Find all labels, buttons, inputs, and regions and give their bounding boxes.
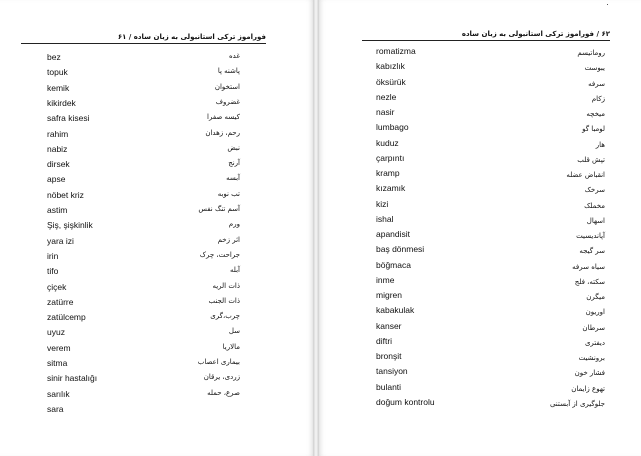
right-entry-row <box>376 351 605 367</box>
left-persian-translation: سل <box>228 327 240 336</box>
left-header-rule <box>21 43 266 44</box>
right-turkish-term: nasir <box>376 107 395 117</box>
right-entry-row <box>376 168 605 184</box>
right-persian-translation: فشار خون <box>574 369 605 378</box>
right-persian-translation: جلوگیری از آبستنی <box>549 399 605 408</box>
left-persian-translation: آبله <box>230 266 240 275</box>
right-entry-row <box>376 290 605 306</box>
left-entry-row <box>47 174 240 190</box>
right-turkish-term: diftri <box>376 335 393 346</box>
left-persian-translation: آسم تنگ نفس <box>198 205 240 213</box>
left-entry-row <box>47 67 240 83</box>
left-turkish-term: Şiş, şişkinlik <box>47 220 93 231</box>
right-persian-translation: روماتیسم <box>577 49 605 57</box>
right-entry-row <box>376 61 605 77</box>
right-turkish-term: öksürük <box>376 76 406 87</box>
left-persian-translation: بیماری اعصاب <box>197 358 240 366</box>
right-turkish-term: tansiyon <box>376 366 408 377</box>
right-persian-translation: سکته، فلج <box>574 277 605 286</box>
left-entry-row <box>47 373 240 389</box>
right-entry-row <box>376 305 605 321</box>
left-entry-row <box>47 113 240 129</box>
right-turkish-term: böğmaca <box>376 259 411 270</box>
left-entry-row <box>47 297 240 313</box>
right-persian-translation: اوریون <box>585 308 605 317</box>
right-entry-row <box>376 122 605 138</box>
right-turkish-term: kabakulak <box>376 305 415 316</box>
right-page-header: ۶۲ / فوراموز ترکی استانبولی به زبان ساده <box>461 30 610 38</box>
right-persian-translation: میگرن <box>586 293 605 301</box>
left-entry-row <box>47 358 240 374</box>
left-persian-translation: کیسه صفرا <box>207 113 240 122</box>
right-turkish-term: çarpıntı <box>376 152 405 163</box>
left-persian-translation: ذات الجنب <box>208 296 240 305</box>
left-turkish-term: irin <box>47 250 59 261</box>
right-turkish-term: kabızlık <box>376 61 405 72</box>
left-turkish-term: sara <box>47 403 64 414</box>
right-persian-translation: هار <box>595 140 605 149</box>
right-persian-translation: اسهال <box>586 216 605 225</box>
right-persian-translation: انقباض عضله <box>566 171 605 179</box>
right-entry-row <box>376 199 605 215</box>
left-entry-row <box>47 83 240 99</box>
left-turkish-term: astim <box>47 205 68 215</box>
right-persian-translation: سرخک <box>584 186 605 195</box>
left-page-header: فوراموز ترکی استانبولی به زبان ساده / ۶۱ <box>117 33 266 41</box>
right-turkish-term: bronşit <box>376 351 402 361</box>
right-persian-translation: برونشیت <box>578 354 605 362</box>
right-entry-row <box>376 107 605 123</box>
right-persian-translation: زکام <box>591 94 605 103</box>
right-turkish-term: baş dönmesi <box>376 244 425 255</box>
right-persian-translation: میخچه <box>586 110 605 118</box>
right-turkish-term: lumbago <box>376 122 409 133</box>
right-entry-row <box>376 336 605 352</box>
left-persian-translation: استخوان <box>214 82 240 91</box>
left-turkish-term: safra kisesi <box>47 113 90 124</box>
book-gutter <box>313 0 319 456</box>
left-persian-translation: تب نوبه <box>217 189 240 198</box>
left-turkish-term: tifo <box>47 266 59 277</box>
left-turkish-term: yara izi <box>47 235 74 246</box>
left-turkish-term: verem <box>47 342 71 353</box>
left-turkish-term: rahim <box>47 128 69 139</box>
right-entry-row <box>376 382 605 398</box>
left-entry-row <box>47 220 240 236</box>
right-entry-row <box>376 153 605 169</box>
left-persian-translation: نبض <box>227 143 240 152</box>
right-persian-translation: تپش قلب <box>577 155 605 164</box>
left-turkish-term: bez <box>47 52 61 62</box>
right-turkish-term: romatizma <box>376 46 416 56</box>
right-persian-translation: آپاندیسیت <box>576 232 605 240</box>
right-turkish-term: migren <box>376 290 402 300</box>
right-turkish-term: kramp <box>376 168 400 178</box>
right-persian-translation: سر گیجه <box>579 247 605 256</box>
right-turkish-term: nezle <box>376 91 397 102</box>
left-entry-row <box>47 205 240 221</box>
left-persian-translation: صرع، حمله <box>207 388 240 397</box>
left-entry-row <box>47 52 240 68</box>
right-entry-row <box>376 138 605 154</box>
left-turkish-term: zatülcemp <box>47 312 86 323</box>
right-persian-translation: لومبا گو <box>582 125 605 134</box>
right-entry-row <box>376 321 605 337</box>
right-persian-translation: یبوست <box>584 64 605 73</box>
right-entry-row <box>376 397 605 413</box>
left-turkish-term: sitma <box>47 358 68 368</box>
right-entry-row <box>376 366 605 382</box>
left-persian-translation: آرنج <box>228 159 240 168</box>
right-entry-row <box>376 229 605 245</box>
right-persian-translation: سرطان <box>582 323 605 332</box>
right-turkish-term: kuduz <box>376 137 399 148</box>
left-turkish-term: sarılık <box>47 388 70 399</box>
left-entry-row <box>47 404 240 420</box>
right-turkish-term: kanser <box>376 320 402 331</box>
right-entry-row <box>376 275 605 291</box>
right-turkish-term: doğum kontrolu <box>376 396 435 407</box>
left-turkish-term: uyuz <box>47 327 65 338</box>
left-persian-translation: غده <box>228 52 240 60</box>
right-persian-translation: مخملک <box>584 201 605 210</box>
right-persian-translation: دیفتری <box>584 338 605 347</box>
left-turkish-term: nabiz <box>47 143 68 154</box>
left-turkish-term: sinir hastalığı <box>47 373 98 384</box>
left-persian-translation: رحم، زهدان <box>205 128 240 137</box>
left-entry-row <box>47 327 240 343</box>
right-turkish-term: ishal <box>376 213 394 224</box>
left-entry-row <box>47 312 240 328</box>
left-turkish-term: nöbet kriz <box>47 189 84 200</box>
right-turkish-term: inme <box>376 274 395 285</box>
right-entry-row <box>376 46 605 62</box>
right-entry-row <box>376 92 605 108</box>
left-turkish-term: dirsek <box>47 159 70 170</box>
right-entry-row <box>376 214 605 230</box>
left-entry-row <box>47 159 240 175</box>
left-entry-row <box>47 98 240 114</box>
right-turkish-term: apandisit <box>376 229 411 239</box>
left-persian-translation: جراحت، چرک <box>199 250 240 259</box>
left-persian-translation: آبسه <box>226 174 240 183</box>
right-turkish-term: kızamık <box>376 183 406 194</box>
left-turkish-term: zatürre <box>47 296 74 307</box>
left-turkish-term: apse <box>47 174 66 185</box>
left-entry-row <box>47 129 240 145</box>
left-entry-row <box>47 282 240 298</box>
left-entry-row <box>47 144 240 160</box>
right-entry-row <box>376 260 605 276</box>
right-header-rule <box>362 40 610 41</box>
scan-speck <box>607 4 608 5</box>
left-persian-translation: ورم <box>228 220 240 229</box>
right-persian-translation: سیاه سرفه <box>572 262 605 271</box>
right-turkish-term: kizi <box>376 198 389 209</box>
left-persian-translation: چرب،گری <box>210 312 240 321</box>
left-persian-translation: غضروف <box>215 97 240 106</box>
left-persian-translation: مالاریا <box>222 342 240 351</box>
left-entry-row <box>47 343 240 359</box>
left-turkish-term: çiçek <box>47 281 67 292</box>
right-entry-row <box>376 183 605 199</box>
left-turkish-term: topuk <box>47 67 68 78</box>
left-entry-row <box>47 389 240 405</box>
left-entry-row <box>47 190 240 206</box>
right-persian-translation: تهوع زایمان <box>571 384 605 393</box>
left-turkish-term: kemik <box>47 82 70 93</box>
right-entry-row <box>376 77 605 93</box>
left-turkish-term: kikirdek <box>47 97 76 108</box>
right-turkish-term: bulanti <box>376 381 402 392</box>
right-persian-translation: سرفه <box>588 79 605 88</box>
left-entry-row <box>47 266 240 282</box>
left-entry-row <box>47 236 240 252</box>
left-persian-translation: پاشنه پا <box>217 67 240 76</box>
left-persian-translation: اثر زخم <box>217 235 240 244</box>
left-persian-translation: زردی، یرقان <box>203 373 240 382</box>
right-entry-row <box>376 244 605 260</box>
left-entry-row <box>47 251 240 267</box>
left-persian-translation: ذات الریه <box>212 281 240 290</box>
